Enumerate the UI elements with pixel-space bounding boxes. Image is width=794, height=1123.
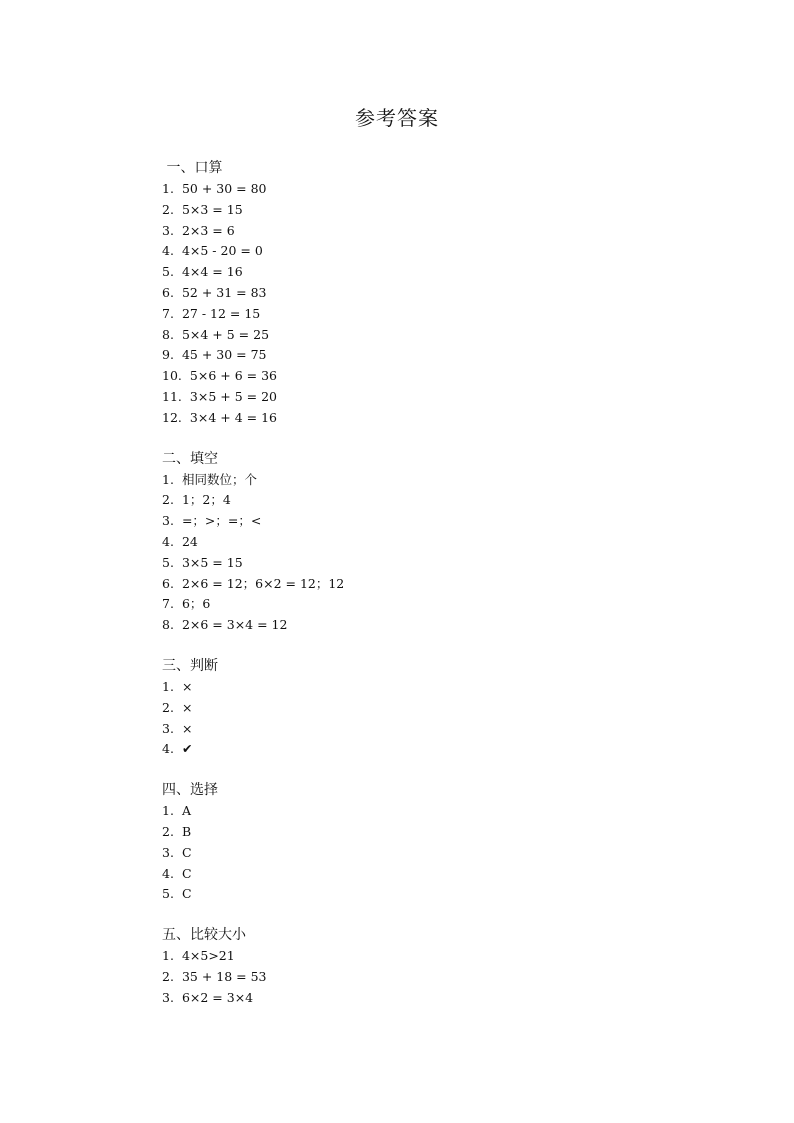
cross-mark-icon: × (181, 699, 193, 715)
item-number: 3. (162, 720, 174, 736)
item-number: 2. (162, 968, 174, 984)
answer-item (162, 262, 722, 283)
item-number: 2. (162, 699, 174, 715)
answer-item (162, 179, 722, 200)
item-text: 52 + 31 = 83 (181, 284, 267, 300)
item-text: C (181, 865, 192, 881)
item-text: 3×4 + 4 = 16 (189, 409, 277, 425)
cross-mark-icon: × (181, 678, 193, 694)
item-number: 3. (162, 222, 174, 238)
answer-item (162, 387, 722, 408)
item-number: 9. (162, 347, 174, 363)
answer-item (162, 241, 722, 262)
page-title: 参考答案 (355, 106, 439, 130)
answer-item (162, 325, 722, 346)
item-text: 相同数位；个 (181, 471, 257, 487)
answer-item (162, 574, 722, 595)
item-number: 5. (162, 554, 174, 570)
answer-list (162, 946, 722, 1008)
item-number: 4. (162, 243, 174, 259)
item-number: 3. (162, 513, 174, 529)
answer-list (162, 677, 722, 760)
item-number: 2. (162, 823, 174, 839)
answer-item (162, 739, 722, 760)
item-number: 5. (162, 264, 174, 280)
section-true-false (162, 656, 722, 760)
answer-item (162, 304, 722, 325)
item-text: C (181, 886, 192, 902)
answer-item (162, 408, 722, 429)
item-text: A (181, 803, 191, 819)
answer-item (162, 677, 722, 698)
item-number: 2. (162, 201, 174, 217)
section-heading: 一、口算 (162, 160, 223, 176)
item-number: 3. (162, 989, 174, 1005)
item-number: 1. (162, 948, 174, 964)
item-number: 4. (162, 741, 174, 757)
answer-item (162, 801, 722, 822)
cross-mark-icon: × (181, 720, 193, 736)
section-oral-calculation (162, 158, 722, 429)
answer-item (162, 864, 722, 885)
item-number: 7. (162, 305, 174, 321)
answer-item (162, 553, 722, 574)
answer-item (162, 719, 722, 740)
section-multiple-choice (162, 780, 722, 905)
answer-item (162, 511, 722, 532)
item-number: 1. (162, 471, 174, 487)
item-number: 2. (162, 492, 174, 508)
item-text: 27 - 12 = 15 (181, 305, 261, 321)
answer-content (162, 158, 722, 1029)
item-number: 4. (162, 865, 174, 881)
answer-item (162, 698, 722, 719)
item-number: 1. (162, 678, 174, 694)
answer-item (162, 345, 722, 366)
section-fill-in-blank (162, 449, 722, 636)
item-number: 3. (162, 844, 174, 860)
item-number: 11. (162, 388, 182, 404)
answer-item (162, 366, 722, 387)
section-heading: 三、判断 (162, 657, 218, 674)
item-text: B (181, 823, 192, 839)
item-text: 2×6 = 3×4 = 12 (181, 617, 288, 633)
item-text: C (181, 844, 192, 860)
check-mark-icon: ✔ (181, 741, 193, 757)
answer-list (162, 470, 722, 636)
item-number: 8. (162, 617, 174, 633)
item-number: 7. (162, 596, 174, 612)
item-text: 5×6 + 6 = 36 (189, 368, 277, 384)
item-number: 1. (162, 803, 174, 819)
item-text: 6；6 (181, 596, 211, 612)
item-text: 4×5>21 (181, 948, 235, 964)
answer-item (162, 594, 722, 615)
item-text: 5×4 + 5 = 25 (181, 326, 270, 342)
item-text: 24 (181, 533, 198, 549)
answer-item (162, 946, 722, 967)
item-text: 45 + 30 = 75 (181, 347, 267, 363)
item-number: 1. (162, 181, 174, 196)
item-number: 10. (162, 368, 182, 384)
item-text: 35 + 18 = 53 (181, 968, 267, 984)
answer-item (162, 470, 722, 491)
item-number: 12. (162, 409, 182, 425)
item-text: 5×3 = 15 (181, 201, 243, 217)
answer-item (162, 967, 722, 988)
answer-list (162, 179, 722, 429)
answer-item (162, 490, 722, 511)
item-number: 6. (162, 575, 174, 591)
item-text: 4×5 - 20 = 0 (181, 243, 263, 259)
answer-item (162, 884, 722, 905)
answer-item (162, 843, 722, 864)
section-compare-size (162, 925, 722, 1008)
item-text: 2×6 = 12；6×2 = 12；12 (181, 575, 345, 591)
item-text: 4×4 = 16 (181, 264, 243, 280)
answer-item (162, 221, 722, 242)
item-text: 50 + 30 = 80 (181, 181, 267, 196)
answer-list (162, 801, 722, 905)
answer-item (162, 283, 722, 304)
item-text: 3×5 + 5 = 20 (189, 388, 277, 404)
section-heading: 二、填空 (162, 450, 218, 467)
item-number: 5. (162, 886, 174, 902)
answer-item (162, 532, 722, 553)
section-heading: 五、比较大小 (162, 927, 246, 944)
item-text: 3×5 = 15 (181, 554, 243, 570)
item-text: =；>；=；< (181, 513, 262, 529)
section-heading: 四、选择 (162, 782, 218, 799)
item-number: 8. (162, 326, 174, 342)
item-text: 1；2；4 (181, 492, 231, 508)
item-number: 6. (162, 284, 174, 300)
answer-item (162, 822, 722, 843)
answer-item (162, 615, 722, 636)
item-text: 2×3 = 6 (181, 222, 235, 238)
answer-item (162, 200, 722, 221)
answer-item (162, 988, 722, 1009)
item-number: 4. (162, 533, 174, 549)
item-text: 6×2 = 3×4 (181, 989, 254, 1005)
